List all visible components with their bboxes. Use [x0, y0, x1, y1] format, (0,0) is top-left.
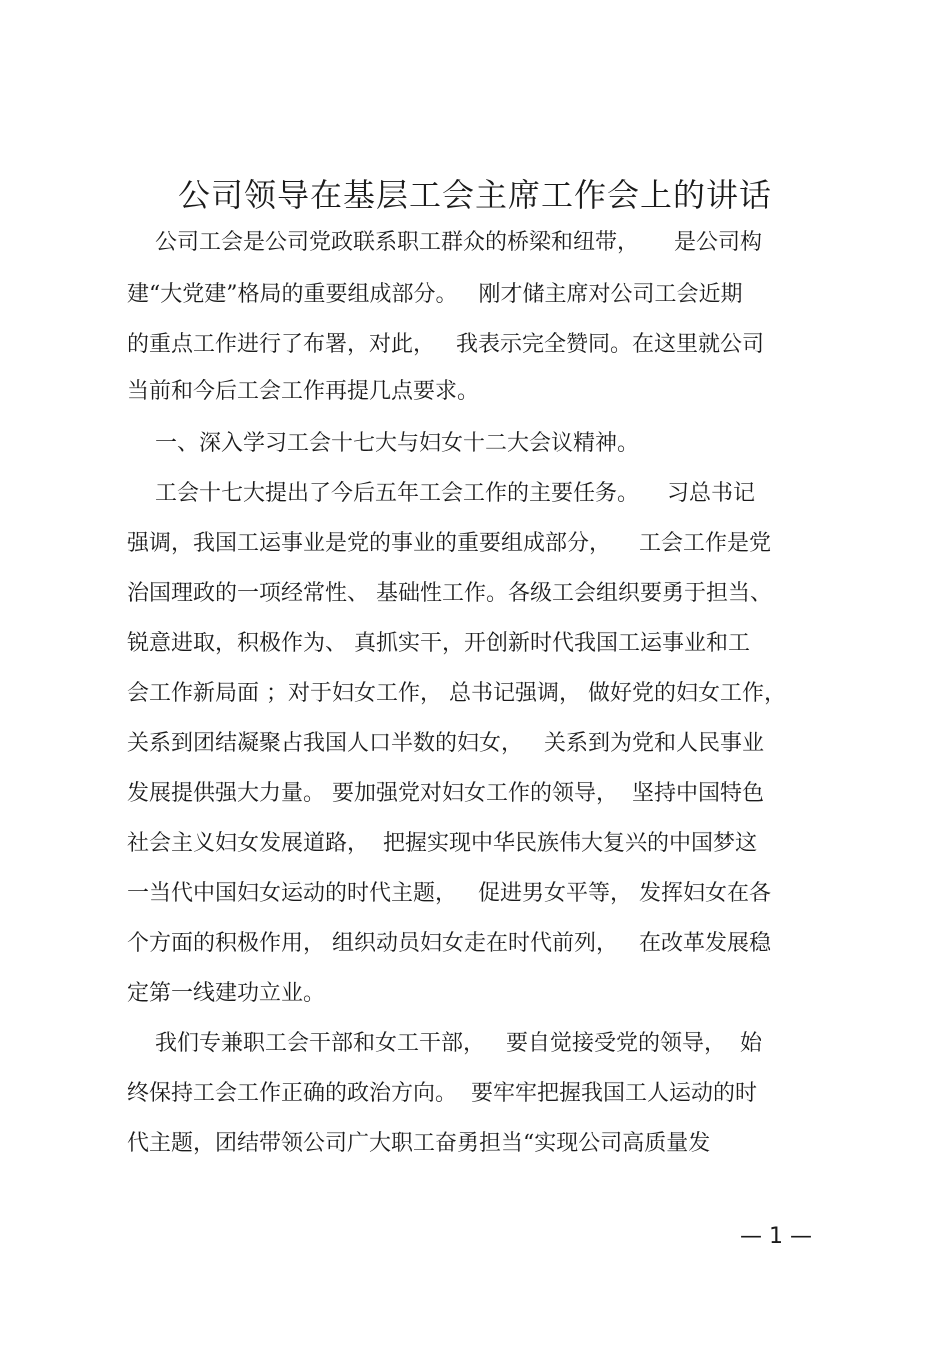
section-heading: 一、深入学习工会十七大与妇女十二大会议精神。	[127, 431, 639, 456]
page-number: — 1 —	[740, 1224, 812, 1249]
body-line: 的重点工作进行了布署，对此， 我表示完全赞同。在这里就公司	[127, 332, 764, 357]
body-line: 终保持工会工作正确的政治方向。 要牢牢把握我国工人运动的时	[127, 1081, 757, 1106]
body-line: 锐意进取，积极作为、 真抓实干，开创新时代我国工运事业和工	[127, 631, 750, 656]
body-line: 个方面的积极作用， 组织动员妇女走在时代前列， 在改革发展稳	[127, 931, 771, 956]
document-title: 公司领导在基层工会主席工作会上的讲话	[177, 176, 772, 214]
body-line: 会工作新局面 ；对于妇女工作， 总书记强调， 做好党的妇女工作，	[127, 681, 786, 706]
body-line: 当前和今后工会工作再提几点要求。	[127, 379, 480, 404]
body-line: 代主题，团结带领公司广大职工奋勇担当“实现公司高质量发	[127, 1131, 711, 1156]
body-line: 治国理政的一项经常性、 基础性工作。各级工会组织要勇于担当、	[127, 581, 772, 606]
body-line: 强调，我国工运事业是党的事业的重要组成部分， 工会工作是党	[127, 531, 771, 556]
body-line: 建“大党建”格局的重要组成部分。 刚才储主席对公司工会近期	[127, 282, 743, 307]
body-line: 发展提供强大力量。 要加强党对妇女工作的领导， 坚持中国特色	[127, 781, 764, 806]
body-line: 我们专兼职工会干部和女工干部， 要自觉接受党的领导， 始	[127, 1031, 762, 1056]
body-line: 工会十七大提出了今后五年工会工作的主要任务。 习总书记	[127, 481, 755, 506]
body-line: 定第一线建功立业。	[127, 981, 326, 1006]
body-line: 社会主义妇女发展道路， 把握实现中华民族伟大复兴的中国梦这	[127, 831, 757, 856]
body-line: 关系到团结凝聚占我国人口半数的妇女， 关系到为党和人民事业	[127, 731, 764, 756]
body-line: 公司工会是公司党政联系职工群众的桥梁和纽带， 是公司构	[127, 230, 762, 255]
body-line: 一当代中国妇女运动的时代主题， 促进男女平等， 发挥妇女在各	[127, 881, 771, 906]
